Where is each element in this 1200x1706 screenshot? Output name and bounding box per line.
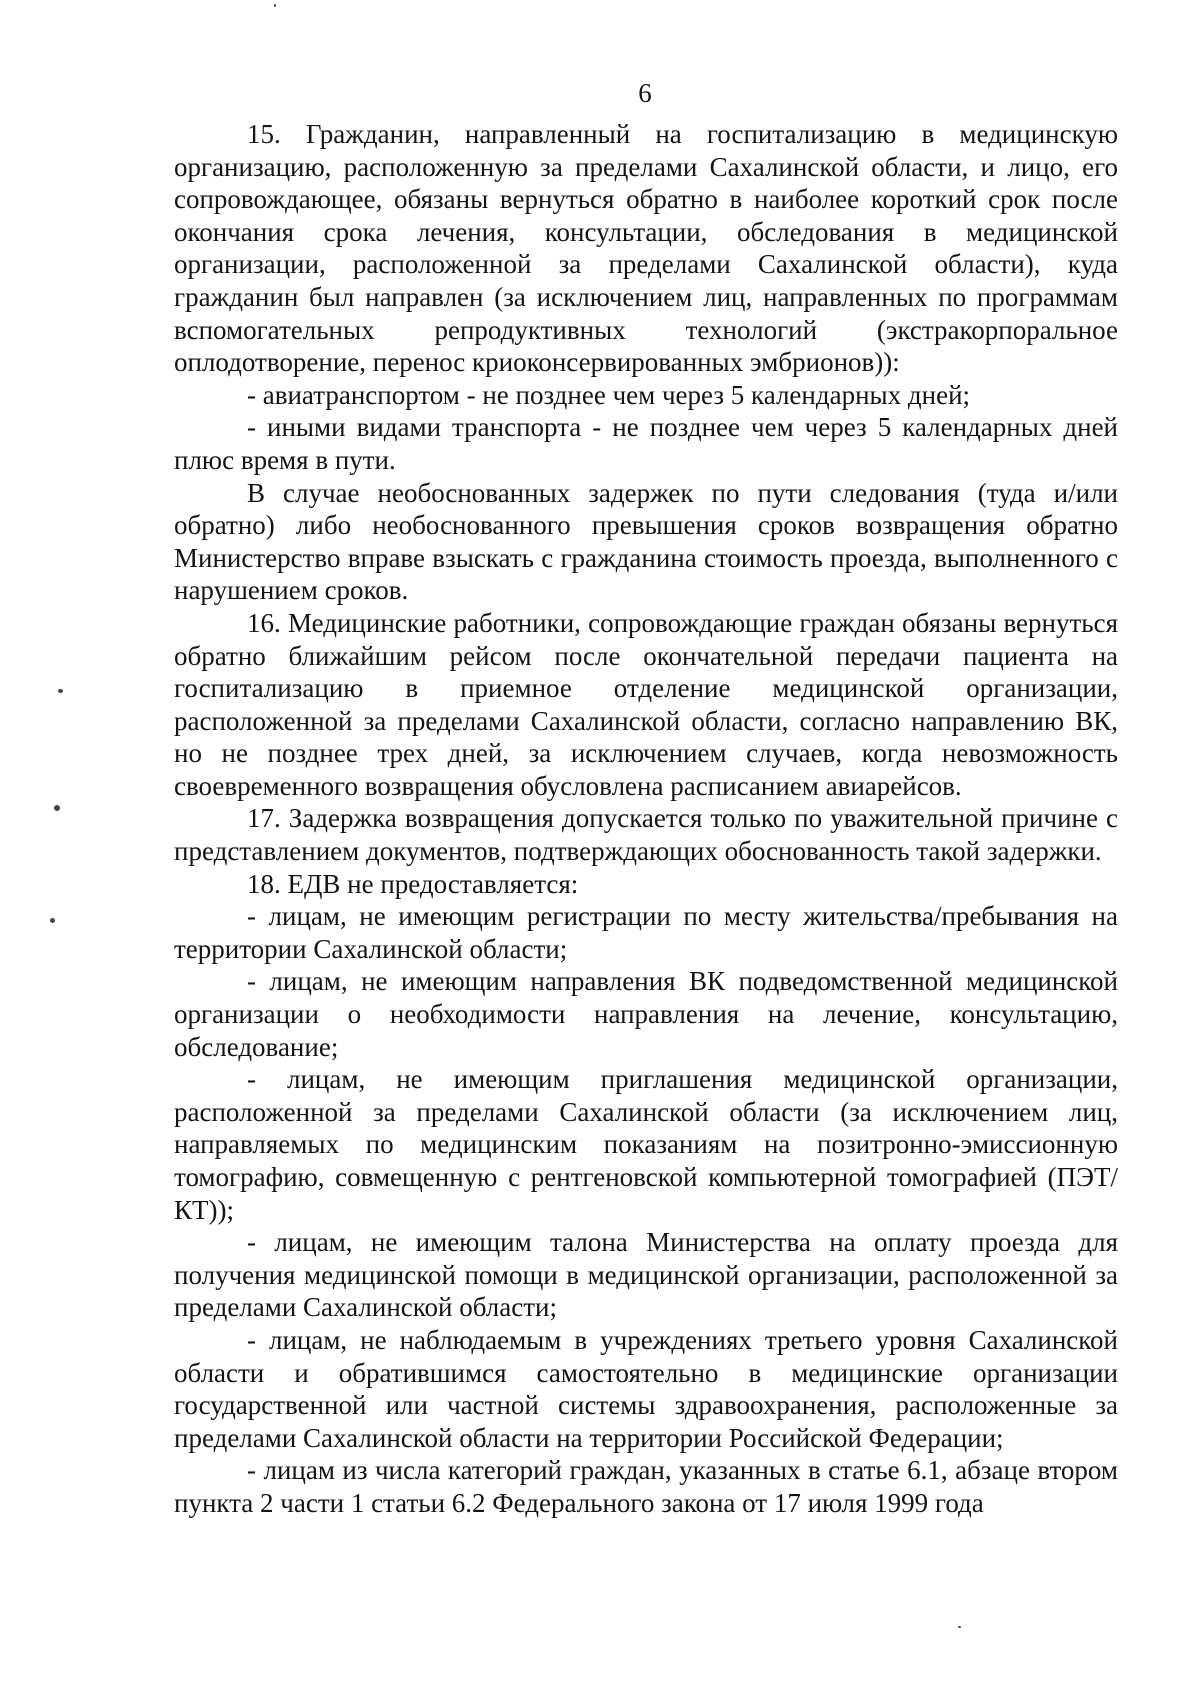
scan-speck: [50, 918, 55, 923]
paragraph-other-transport: - иными видами транспорта - не позднее чем через 5 календарных дней плюс время в пути.: [174, 412, 1118, 475]
paragraph-16: 16. Медицинские работники, сопровождающие граждан обязаны вернуться обратно ближайшим рейсом после окончательной передачи пациента на госпитализацию в приемное отделение медицинской организации, расположенной за пределами Сахалинской области, согласно направлению ВК, но не позднее трех дней, за исключением случаев, когда невозможность своевременного возвращения обусловлена расписанием авиарейсов.: [174, 607, 1118, 801]
page-number: 6: [638, 78, 652, 108]
scan-speck: [54, 805, 60, 811]
paragraph-17: 17. Задержка возвращения допускается только по уважительной причине с представлением документов, подтверждающих обоснованность такой задержки.: [174, 803, 1118, 867]
list-item-third-level: - лицам, не наблюдаемым в учреждениях третьего уровня Сахалинской области и обратившимся самостоятельно в медицинские организации государственной или частной системы здравоохранения, расположенные за пределами Сахалинской области на территории Российской Федерации;: [174, 1324, 1118, 1453]
list-item-ticket: - лицам, не имеющим талона Министерства на оплату проезда для получения медицинской помощи в медицинской организации, расположенной за пределами Сахалинской области;: [174, 1227, 1118, 1323]
scan-speck: [274, 4, 276, 7]
list-item-referral: - лицам, не имеющим направления ВК подведомственной медицинской организации о необходимости направления на лечение, консультацию, обследование;: [174, 966, 1118, 1062]
paragraph-delays: В случае необоснованных задержек по пути следования (туда и/или обратно) либо необоснованного превышения сроков возвращения обратно Министерство вправе взыскать с гражданина стоимость проезда, выполненного с нарушением сроков.: [174, 477, 1118, 606]
list-item-invitation: - лицам, не имеющим приглашения медицинской организации, расположенной за пределами Сахалинской области (за исключением лиц, направляемых по медицинским показаниям на позитронно-эмиссионную томографию, совмещенную с рентгеновской компьютерной томографией (ПЭТ/КТ));: [174, 1064, 1118, 1225]
list-item-categories: - лицам из числа категорий граждан, указанных в статье 6.1, абзаце втором пункта 2 части 1 статьи 6.2 Федерального закона от 17 июля 1999 года: [174, 1455, 1118, 1518]
scan-speck: [958, 1626, 961, 1628]
paragraph-18: 18. ЕДВ не предоставляется:: [247, 868, 579, 899]
scan-speck: [58, 689, 63, 693]
paragraph-air-transport: - авиатранспортом - не позднее чем через 5 календарных дней;: [247, 379, 971, 410]
paragraph-15: 15. Гражданин, направленный на госпитализацию в медицинскую организацию, расположенную за пределами Сахалинской области, и лицо, его сопровождающее, обязаны вернуться обратно в наиболее короткий срок после окончания срока лечения, консультации, обследования в медицинской организации, расположенной за пределами Сахалинской области), куда гражданин был направлен (за исключением лиц, направленных по программам вспомогательных репродуктивных технологий (экстракорпоральное оплодотворение, перенос криоконсервированных эмбрионов)):: [174, 119, 1118, 378]
list-item-registration: - лицам, не имеющим регистрации по месту жительства/пребывания на территории Сахалинской области;: [174, 901, 1118, 964]
document-body: [174, 118, 1118, 1520]
